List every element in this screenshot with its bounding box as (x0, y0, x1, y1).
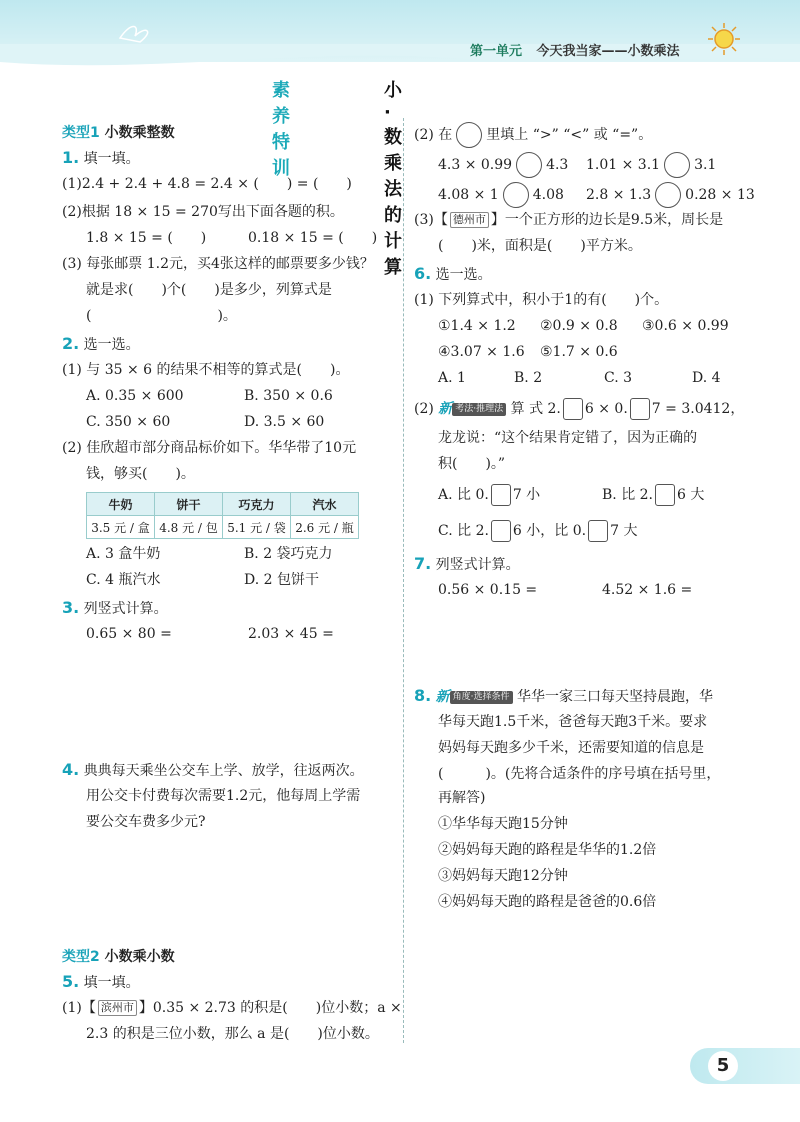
q8-line1 (414, 686, 713, 707)
compare-left: 4.08 × 1 (438, 187, 499, 203)
q4-line1 (62, 760, 364, 781)
q6-expr4: ④3.07 × 1.6 (438, 344, 525, 360)
compare-right: 4.08 (532, 187, 564, 203)
table-header-cell: 饼干 (155, 493, 223, 516)
q8-line4: ( )。(先将合适条件的序号填在括号里， (438, 766, 721, 782)
type1-tag: 类型1 (62, 125, 100, 141)
q1-part2: (2)根据 18 × 15 = 270写出下面各题的积。 (62, 204, 344, 220)
type1-name: 小数乘整数 (104, 125, 175, 141)
q6-part1: (1) 下列算式中，积小于1的有( )个。 (414, 292, 669, 308)
q2-part1: (1) 与 35 × 6 的结果不相等的算式是( )。 (62, 362, 350, 378)
method-tag: 考法·推理法 (452, 403, 506, 416)
q5-part3-pre: (3)【 (414, 212, 448, 228)
page-number: 5 (708, 1051, 738, 1081)
compare-right: 0.28 × 13 (685, 187, 755, 203)
digit-box[interactable] (655, 484, 675, 506)
compare-row1-right (586, 152, 716, 178)
q6-option-a: A. 1 (438, 370, 466, 386)
q8-condition3: ③妈妈每天跑12分钟 (438, 868, 568, 884)
q1-number: 1. (62, 148, 80, 167)
compare-row2-left (438, 182, 564, 208)
table-header-cell: 牛奶 (87, 493, 155, 516)
digit-box[interactable] (588, 520, 608, 542)
q5-part1b: 2.3 的积是三位小数，那么 a 是( )位小数。 (86, 1026, 379, 1042)
q3-head: 列竖式计算。 (83, 601, 168, 617)
type2-name: 小数乘小数 (104, 949, 175, 965)
type1-heading (62, 122, 175, 142)
q5-part3 (414, 210, 723, 230)
q6-option-b: B. 2 (514, 370, 543, 386)
q1-heading (62, 148, 140, 169)
option-post: 6 大 (677, 487, 705, 503)
q3-heading (62, 598, 168, 619)
q8-condition2: ②妈妈每天跑的路程是华华的1.2倍 (438, 842, 657, 858)
q1-part3b: 就是求( )个( )是多少，列算式是 (86, 282, 332, 298)
q7-number: 7. (414, 554, 432, 573)
q8-number: 8. (414, 686, 432, 705)
q7-head: 列竖式计算。 (435, 557, 520, 573)
q7-expr1: 0.56 × 0.15 = (438, 582, 538, 598)
q5-part2 (414, 122, 652, 148)
q6-expr2: ②0.9 × 0.8 (540, 318, 618, 334)
q2-option2-b: B. 2 袋巧克力 (244, 546, 333, 562)
answer-circle[interactable] (456, 122, 482, 148)
q2-option-b: B. 350 × 0.6 (244, 388, 333, 404)
digit-box[interactable] (630, 398, 650, 420)
table-cell: 5.1 元 / 袋 (223, 516, 291, 539)
q4-number: 4. (62, 760, 80, 779)
title-text: 小·数乘法的计算 (384, 80, 402, 278)
q6-part2-c: 7 = 3.0412， (651, 401, 745, 417)
digit-box[interactable] (563, 398, 583, 420)
q6-part2 (414, 398, 744, 420)
page-number-bar (690, 1048, 800, 1084)
q6-expr1: ①1.4 × 1.2 (438, 318, 516, 334)
butterfly-icon (110, 18, 160, 48)
title-badge: 素养特训 (272, 80, 290, 179)
q5-part3-post: 】一个正方形的边长是9.5米，周长是 (490, 212, 724, 228)
q2-option2-d: D. 2 包饼干 (244, 572, 319, 588)
q2-number: 2. (62, 334, 80, 353)
q5-heading (62, 972, 140, 993)
header-unit: 第一单元 (470, 44, 523, 59)
compare-right: 3.1 (694, 157, 717, 173)
q3-expr2: 2.03 × 45 = (248, 626, 334, 642)
option-post: 7 小 (512, 487, 541, 503)
q6-part2-b: 6 × 0. (584, 401, 628, 417)
answer-circle[interactable] (503, 182, 529, 208)
q6-expr3: ③0.6 × 0.99 (642, 318, 729, 334)
q7-heading (414, 554, 520, 575)
q6-option-c: C. 3 (604, 370, 633, 386)
compare-right: 4.3 (546, 157, 569, 173)
q4-line2: 用公交卡付费每次需要1.2元，他每周上学需 (86, 788, 361, 804)
type2-heading (62, 946, 175, 966)
q2-head: 选一选。 (83, 337, 140, 353)
compare-left: 2.8 × 1.3 (586, 187, 652, 203)
new-badge: 新 (435, 689, 450, 705)
method-tag: 角度·选择条件 (450, 691, 513, 704)
q2-option-a: A. 0.35 × 600 (86, 388, 184, 404)
q8-line2: 华每天跑1.5千米，爸爸每天跑3千米。要求 (438, 714, 708, 730)
new-badge: 新 (438, 401, 453, 417)
city-tag: 德州市 (450, 212, 489, 228)
digit-box[interactable] (491, 520, 511, 542)
q4-text1: 典典每天乘坐公交车上学、放学，往返两次。 (83, 763, 364, 779)
q2-part2: (2) 佳欣超市部分商品标价如下。华华带了10元 (62, 440, 357, 456)
q1-part3c: ( )。 (86, 308, 237, 324)
q5-part2-post: 里填上 “>” “<” 或 “=”。 (486, 127, 653, 143)
q5-part1-post: 】0.35 × 2.73 的积是( )位小数；a × (138, 1000, 402, 1016)
option-mid: 6 小，比 0. (512, 523, 587, 539)
compare-left: 4.3 × 0.99 (438, 157, 513, 173)
q5-number: 5. (62, 972, 80, 991)
option-pre: C. 比 2. (438, 523, 489, 539)
compare-row1-left (438, 152, 568, 178)
q8-text1: 华华一家三口每天坚持晨跑，华 (517, 689, 713, 705)
q1-head: 填一填。 (83, 151, 140, 167)
q6-part2-a: 算 式 2. (510, 401, 561, 417)
q6-number: 6. (414, 264, 432, 283)
q6-heading (414, 264, 492, 285)
q6-part2-line2: 龙龙说：“这个结果肯定错了，因为正确的 (438, 430, 698, 446)
sun-mascot-icon (705, 20, 743, 58)
q5-part2-pre: (2) 在 (414, 127, 453, 143)
type2-tag: 类型2 (62, 949, 100, 965)
header-unit-lesson (470, 40, 680, 59)
q6-part2-pre: (2) (414, 401, 434, 417)
header-lesson: 今天我当家——小数乘法 (536, 44, 680, 59)
answer-circle[interactable] (664, 152, 690, 178)
q6-part2-line3: 积( )。” (438, 456, 506, 472)
q2-heading (62, 334, 140, 355)
answer-circle[interactable] (516, 152, 542, 178)
price-table (86, 492, 359, 539)
answer-circle[interactable] (655, 182, 681, 208)
q5-part3b: ( )米，面积是( )平方米。 (438, 238, 642, 254)
q6-option2-b (602, 484, 704, 506)
q1-part2b: 0.18 × 15 = ( ) (248, 230, 378, 246)
q2-option2-a: A. 3 盒牛奶 (86, 546, 161, 562)
table-header-cell: 汽水 (291, 493, 359, 516)
q6-expr5: ⑤1.7 × 0.6 (540, 344, 618, 360)
q8-condition4: ④妈妈每天跑的路程是爸爸的0.6倍 (438, 894, 657, 910)
q2-option2-c: C. 4 瓶汽水 (86, 572, 161, 588)
q4-line3: 要公交车费多少元? (86, 814, 206, 830)
table-cell: 2.6 元 / 瓶 (291, 516, 359, 539)
q1-part3: (3) 每张邮票 1.2元，买4张这样的邮票要多少钱？ (62, 256, 374, 272)
option-pre: B. 比 2. (602, 487, 653, 503)
q6-option2-a (438, 484, 540, 506)
q2-option-c: C. 350 × 60 (86, 414, 171, 430)
q7-expr2: 4.52 × 1.6 = (602, 582, 693, 598)
city-tag: 滨州市 (98, 1000, 137, 1016)
q2-option-d: D. 3.5 × 60 (244, 414, 325, 430)
q3-expr1: 0.65 × 80 = (86, 626, 172, 642)
q3-number: 3. (62, 598, 80, 617)
q8-line5: 再解答) (438, 790, 486, 806)
table-header-cell: 巧克力 (223, 493, 291, 516)
q6-head: 选一选。 (435, 267, 492, 283)
q8-condition1: ①华华每天跑15分钟 (438, 816, 568, 832)
table-cell: 4.8 元 / 包 (155, 516, 223, 539)
option-post: 7 大 (610, 523, 638, 539)
q6-option-d: D. 4 (692, 370, 721, 386)
q5-part1-pre: (1)【 (62, 1000, 96, 1016)
compare-row2-right (586, 182, 755, 208)
digit-box[interactable] (491, 484, 511, 506)
header-wave-decoration (0, 44, 800, 74)
q5-part1 (62, 998, 402, 1018)
option-pre: A. 比 0. (438, 487, 489, 503)
q8-line3: 妈妈每天跑多少千米，还需要知道的信息是 (438, 740, 704, 756)
q1-part2a: 1.8 × 15 = ( ) (86, 230, 207, 246)
column-divider (403, 118, 404, 1043)
q1-part1: (1)2.4 + 2.4 + 4.8 = 2.4 × ( ) = ( ) (62, 176, 352, 192)
table-cell: 3.5 元 / 盒 (87, 516, 155, 539)
q2-part2b: 钱，够买( )。 (86, 466, 195, 482)
q5-head: 填一填。 (83, 975, 140, 991)
compare-left: 1.01 × 3.1 (586, 157, 661, 173)
q6-option2-c (438, 520, 637, 542)
